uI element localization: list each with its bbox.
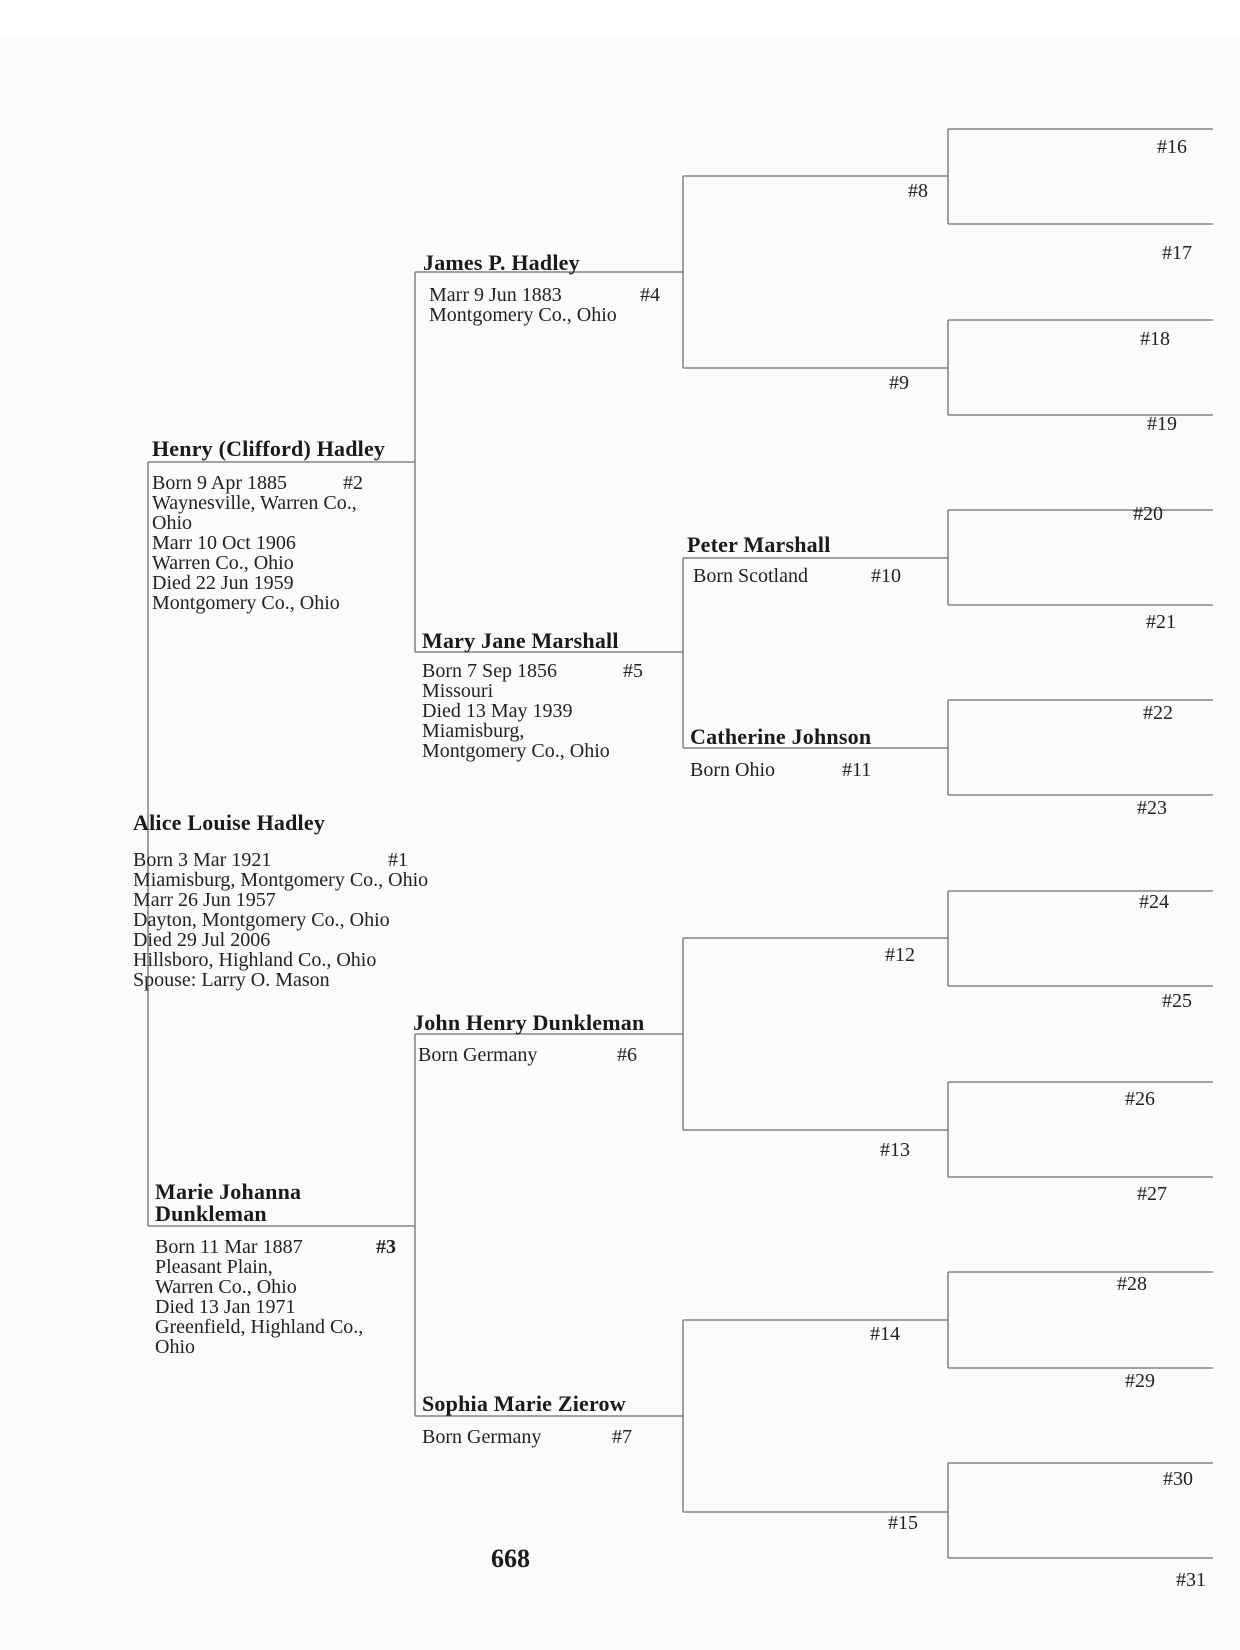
slot-16-number: #16 — [1157, 136, 1187, 158]
detail-line: Montgomery Co., Ohio — [422, 740, 610, 762]
slot-14-number: #14 — [870, 1323, 900, 1345]
slot-23-number: #23 — [1137, 797, 1167, 819]
detail-line: Died 22 Jun 1959 — [152, 572, 294, 594]
detail-line: Marr 9 Jun 1883 — [429, 284, 562, 306]
person-2-number: #2 — [343, 472, 363, 494]
slot-9-number: #9 — [889, 372, 909, 394]
detail-line: Born Germany — [422, 1426, 542, 1448]
person-4-number: #4 — [640, 284, 660, 306]
detail-line: Born Scotland — [693, 565, 808, 587]
detail-line: Died 13 Jan 1971 — [155, 1296, 296, 1318]
person-7-number: #7 — [612, 1426, 632, 1448]
person-5-number: #5 — [623, 660, 643, 682]
person-10-number: #10 — [871, 565, 901, 587]
detail-line: Born Germany — [418, 1044, 538, 1066]
detail-line: Born 9 Apr 1885 — [152, 472, 287, 494]
person-2-details — [152, 473, 357, 613]
person-1-name: Alice Louise Hadley — [133, 810, 326, 835]
slot-29-number: #29 — [1125, 1370, 1155, 1392]
slot-21-number: #21 — [1146, 611, 1176, 633]
detail-line: Marr 10 Oct 1906 — [152, 532, 296, 554]
person-6-number: #6 — [617, 1044, 637, 1066]
person-11-details — [690, 760, 775, 780]
slot-12-number: #12 — [885, 944, 915, 966]
person-6-details — [418, 1045, 537, 1065]
slot-27-number: #27 — [1137, 1183, 1167, 1205]
person-1-number: #1 — [388, 849, 408, 871]
slot-25-number: #25 — [1162, 990, 1192, 1012]
detail-line: Born 3 Mar 1921 — [133, 849, 272, 871]
slot-15-number: #15 — [888, 1512, 918, 1534]
detail-line: Warren Co., Ohio — [152, 552, 294, 574]
detail-line: Miamisburg, Montgomery Co., Ohio — [133, 869, 429, 891]
name-line: Dunkleman — [155, 1201, 267, 1226]
slot-31-number: #31 — [1176, 1569, 1206, 1591]
detail-line: Missouri — [422, 680, 494, 702]
person-4-name: James P. Hadley — [423, 250, 580, 275]
detail-line: Ohio — [152, 512, 192, 534]
slot-28-number: #28 — [1117, 1273, 1147, 1295]
slot-22-number: #22 — [1143, 702, 1173, 724]
slot-17-number: #17 — [1162, 242, 1192, 264]
person-5-name: Mary Jane Marshall — [422, 628, 619, 653]
slot-18-number: #18 — [1140, 328, 1170, 350]
page-number: 668 — [491, 1544, 530, 1573]
slot-19-number: #19 — [1147, 413, 1177, 435]
detail-line: Montgomery Co., Ohio — [429, 304, 617, 326]
person-3-number: #3 — [376, 1236, 396, 1258]
slot-13-number: #13 — [880, 1139, 910, 1161]
detail-line: Greenfield, Highland Co., — [155, 1316, 364, 1338]
person-11-number: #11 — [842, 759, 872, 781]
slot-20-number: #20 — [1133, 503, 1163, 525]
person-10-details — [693, 566, 808, 586]
detail-line: Died 13 May 1939 — [422, 700, 573, 722]
detail-line: Born Ohio — [690, 759, 775, 781]
person-5-details — [422, 661, 610, 761]
slot-24-number: #24 — [1139, 891, 1169, 913]
detail-line: Ohio — [155, 1336, 195, 1358]
detail-line: Born 7 Sep 1856 — [422, 660, 557, 682]
detail-line: Born 11 Mar 1887 — [155, 1236, 303, 1258]
detail-line: Montgomery Co., Ohio — [152, 592, 340, 614]
person-7-details — [422, 1427, 541, 1447]
detail-line: Spouse: Larry O. Mason — [133, 969, 330, 991]
name-line: Marie Johanna — [155, 1179, 302, 1204]
detail-line: Miamisburg, — [422, 720, 525, 742]
detail-line: Warren Co., Ohio — [155, 1276, 297, 1298]
person-1-details — [133, 850, 428, 990]
detail-line: Dayton, Montgomery Co., Ohio — [133, 909, 390, 931]
person-3-name — [155, 1181, 301, 1225]
person-6-name: John Henry Dunkleman — [413, 1010, 645, 1035]
detail-line: Marr 26 Jun 1957 — [133, 889, 276, 911]
person-4-details — [429, 285, 617, 325]
person-10-name: Peter Marshall — [687, 532, 831, 557]
person-2-name: Henry (Clifford) Hadley — [152, 436, 386, 461]
slot-30-number: #30 — [1163, 1468, 1193, 1490]
person-3-details — [155, 1237, 363, 1357]
detail-line: Hillsboro, Highland Co., Ohio — [133, 949, 377, 971]
detail-line: Waynesville, Warren Co., — [152, 492, 357, 514]
detail-line: Pleasant Plain, — [155, 1256, 273, 1278]
slot-8-number: #8 — [908, 180, 928, 202]
person-7-name: Sophia Marie Zierow — [422, 1391, 626, 1416]
detail-line: Died 29 Jul 2006 — [133, 929, 271, 951]
slot-26-number: #26 — [1125, 1088, 1155, 1110]
person-11-name: Catherine Johnson — [690, 724, 872, 749]
